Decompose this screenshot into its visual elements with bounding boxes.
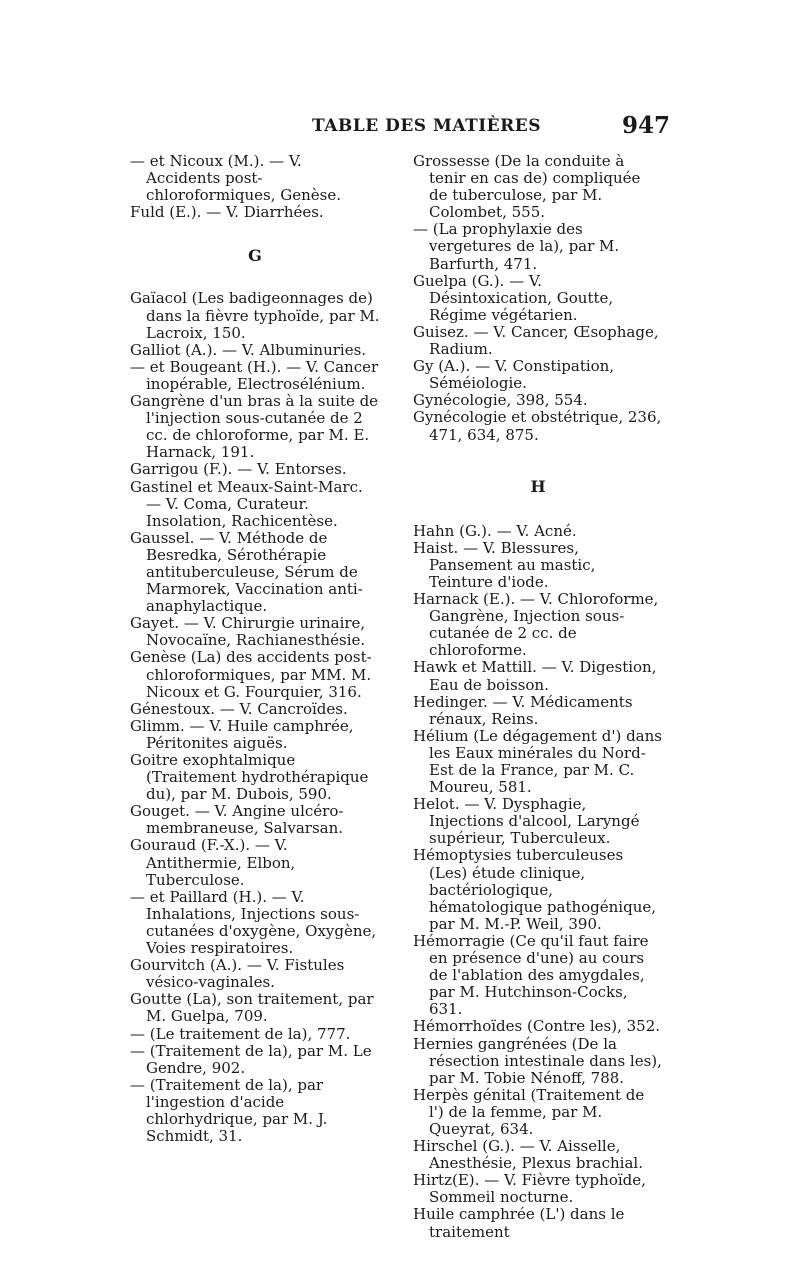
index-column-right [413,153,663,1241]
index-entry: Gouget. — V. Angine ulcéro-membraneuse, Salvarsan. [130,802,344,838]
index-entry: — et Nicoux (M.). — V. Accidents post-chloroformiques, Genèse. [130,152,341,205]
index-entry: Genèse (La) des accidents post-chloroformiques, par MM. M. Nicoux et G. Fourquier, 316. [130,648,372,701]
index-entry: Fuld (E.). — V. Diarrhées. [130,203,324,222]
index-entry: Goutte (La), son traitement, par M. Guelpa, 709. [130,990,374,1026]
index-entry: Gourvitch (A.). — V. Fistules vésico-vaginales. [130,956,345,992]
index-entry: Génestoux. — V. Cancroïdes. [130,699,348,718]
index-column-left [130,153,380,1145]
index-entry: Grossesse (De la conduite à tenir en cas de) compliquée de tuberculose, par M. Colombet, 555. [413,152,641,222]
index-entry: Hedinger. — V. Médicaments rénaux, Reins. [413,692,633,728]
index-entry: Helot. — V. Dysphagie, Injections d'alcool, Laryngé supérieur, Tuberculeux. [413,795,640,848]
index-entry: Guelpa (G.). — V. Désintoxication, Goutte, Régime végétarien. [413,271,614,324]
index-entry: Hirtz(E). — V. Fièvre typhoïde, Sommeil nocturne. [413,1171,646,1207]
index-entry: Huile camphrée (L') dans le traitement [413,1205,625,1241]
page-header [130,112,670,142]
index-entry: Glimm. — V. Huile camphrée, Péritonites aiguës. [130,716,354,752]
index-entry: Hahn (G.). — V. Acné. [413,521,577,540]
index-entry: Hémorragie (Ce qu'il faut faire en présence d'une) au cours de l'ablation des amygdales, par M. Hutchinson-Cocks, 631. [413,931,649,1019]
index-entry: — et Paillard (H.). — V. Inhalations, Injections sous-cutanées d'oxygène, Oxygène, Voies respiratoires. [130,887,377,958]
section-letter-h: H [530,476,546,496]
index-entry: Hémoptysies tuberculeuses (Les) étude clinique, bactériologique, hématologique pathogénique, par M. M.-P. Weil, 390. [413,846,657,933]
index-entry: Goitre exophtalmique (Traitement hydrothérapique du), par M. Dubois, 590. [130,751,369,804]
index-entry: Garrigou (F.). — V. Entorses. [130,460,347,479]
index-entry: Haist. — V. Blessures, Pansement au mastic, Teinture d'iode. [413,538,596,591]
index-entry: Guisez. — V. Cancer, Œsophage, Radium. [413,322,659,359]
section-letter-g: G [248,246,262,266]
index-entry: — (La prophylaxie des vergetures de la), par M. Barfurth, 471. [413,220,620,273]
index-entry: Galliot (A.). — V. Albuminuries. [130,340,367,359]
index-entry: Hawk et Mattill. — V. Digestion, Eau de boisson. [413,658,657,694]
index-entry: Herpès génital (Traitement de l') de la femme, par M. Queyrat, 634. [413,1085,645,1138]
index-entry: Gaussel. — V. Méthode de Besredka, Sérothérapie antituberculeuse, Sérum de Marmorek, Vaccination anti-anaphylactique. [130,528,363,616]
running-title: TABLE DES MATIÈRES [312,116,542,136]
index-entry: Gouraud (F.-X.). — V. Antithermie, Elbon, Tuberculose. [130,836,296,889]
index-entry: Gayet. — V. Chirurgie urinaire, Novocaïne, Rachianesthésie. [130,614,366,650]
index-entry: Hernies gangrénées (De la résection intestinale dans les), par M. Tobie Nénoff, 788. [413,1034,662,1087]
index-entry: Gaïacol (Les badigeonnages de) dans la fièvre typhoïde, par M. Lacroix, 150. [130,289,380,342]
index-entry: Gynécologie et obstétrique, 236, 471, 634, 875. [413,408,662,444]
index-entry: — (Le traitement de la), 777. [130,1024,351,1043]
page-number: 947 [621,112,670,139]
index-entry: Harnack (E.). — V. Chloroforme, Gangrène, Injection sous-cutanée de 2 cc. de chloroforme. [413,590,659,660]
index-entry: Gy (A.). — V. Constipation, Séméiologie. [413,357,615,393]
index-entry: — et Bougeant (H.). — V. Cancer inopérable, Electrosélénium. [130,357,379,393]
index-entry: Gastinel et Meaux-Saint-Marc. — V. Coma, Curateur. Insolation, Rachicentèse. [130,477,363,530]
index-entry: Hémorrhoïdes (Contre les), 352. [413,1017,661,1036]
index-entry: — (Traitement de la), par M. Le Gendre, 902. [130,1041,372,1077]
index-entry: Hirschel (G.). — V. Aisselle, Anesthésie, Plexus brachial. [413,1137,643,1173]
index-entry: Hélium (Le dégagement d') dans les Eaux minérales du Nord-Est de la France, par M. C. Moureu, 581. [413,726,662,797]
index-entry: — (Traitement de la), par l'ingestion d'acide chlorhydrique, par M. J. Schmidt, 31. [130,1075,328,1146]
index-entry: Gangrène d'un bras à la suite de l'injection sous-cutanée de 2 cc. de chloroforme, par M. E. Harnack, 191. [130,392,379,462]
index-entry: Gynécologie, 398, 554. [413,391,588,410]
